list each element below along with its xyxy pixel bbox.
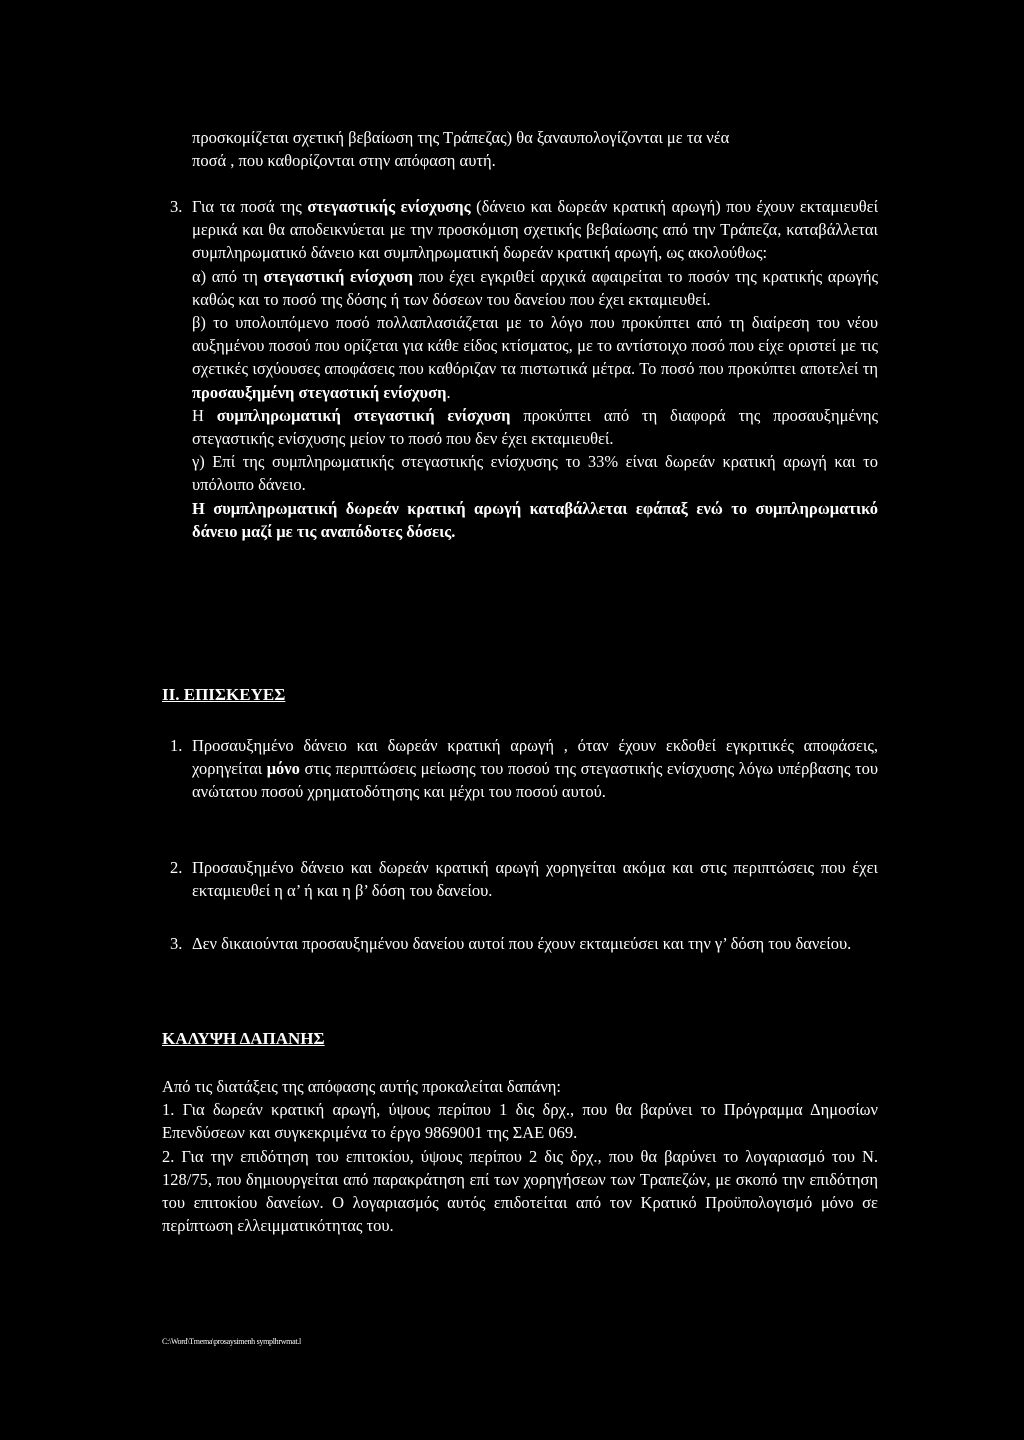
repairs-item-2-number: 2. bbox=[170, 858, 183, 877]
point-3-bold-note: Η συμπληρωματική δωρεάν κρατική αρωγή καταβάλλεται εφάπαξ ενώ το συμπληρωματικό δάνειο μαζί με τις αναπόδοτες δόσεις. bbox=[192, 498, 878, 541]
cost-coverage-item-2: 2. Για την επιδότηση του επιτοκίου, ύψους περίπου 2 δις δρχ., που θα βαρύνει το λογαριασμό του Ν. 128/75, που δημιουργείται από παρακράτηση επί των χορηγήσεων των Τραπεζών, με σκοπό την επιδότηση του επιτοκίου δανείων. Ο λογαριασμός αυτός επιδοτείται από τον Κρατικό Προϋπολογισμό μόνο σε περίπτωση ελλειμματικότητας του. bbox=[162, 1146, 878, 1236]
point-3-item-a: α) από τη στεγαστική ενίσχυση που έχει εγκριθεί αρχικά αφαιρείται το ποσόν της κρατικής αρωγής καθώς και το ποσό της δόσης ή των δόσεων του δανείου που έχει εκταμιευθεί. bbox=[192, 266, 879, 309]
point-3-intro: Για τα ποσά της στεγαστικής ενίσχυσης (δάνειο και δωρεάν κρατική αρωγή) που έχουν εκταμιευθεί μερικά και θα αποδεικνύεται με την προσκόμιση σχετικής βεβαίωσης από την Τράπεζα, καταβάλλεται συμπληρωματικό δάνειο και συμπληρωματική δωρεάν κρατική αρωγή, ως ακολούθως: bbox=[192, 197, 879, 263]
point-3-item-b: β) το υπολοιπόμενο ποσό πολλαπλασιάζεται με το λόγο που προκύπτει από τη διαίρεση του νέου αυξημένου ποσού που ορίζεται για κάθε είδος κτίσματος, με το αντίστοιχο ποσό που είχε οριστεί με τις σχετικές ισχύουσες αποφάσεις που καθόριζαν τα πιστωτικά μέτρα. Το ποσό που προκύπτει αποτελεί τη προσαυξημένη στεγαστική ενίσχυση. bbox=[192, 313, 878, 402]
footer-file-path: C:\Word\Tmema\prosaysimenh symplhrwmat.l bbox=[162, 1337, 301, 1346]
section-heading-cost-coverage: ΚΑΛΥΨΗ ΔΑΠΑΝΗΣ bbox=[162, 1029, 325, 1048]
section-heading-repairs: II. ΕΠΙΣΚΕΥΕΣ bbox=[162, 685, 286, 704]
point-3-supplementary: Η συμπληρωματική στεγαστική ενίσχυση προκύπτει από τη διαφορά της προσαυξημένης στεγαστικής ενίσχυσης μείον το ποσό που δεν έχει εκταμιευθεί. bbox=[192, 405, 879, 449]
repairs-item-1: Προσαυξημένο δάνειο και δωρεάν κρατική αρωγή , όταν έχουν εκδοθεί εγκριτικές αποφάσεις, χορηγείται μόνο στις περιπτώσεις μείωσης του ποσού της στεγαστικής ενίσχυσης λόγω υπέρβασης του ανώτατου ποσού χρηματοδότησης και μέχρι του ποσού αυτού. bbox=[192, 736, 879, 802]
intro-paragraph bbox=[192, 126, 878, 172]
repairs-item-2: Προσαυξημένο δάνειο και δωρεάν κρατική αρωγή χορηγείται ακόμα και στις περιπτώσεις που έχει εκταμιευθεί η α’ ή και η β’ δόση του δανείου. bbox=[192, 858, 878, 901]
point-3-item-c: γ) Επί της συμπληρωματικής στεγαστικής ενίσχυσης το 33% είναι δωρεάν κρατική αρωγή και το υπόλοιπο δάνειο. bbox=[192, 452, 878, 495]
intro-line-2: ποσά , που καθορίζονται στην απόφαση αυτή. bbox=[192, 151, 496, 171]
repairs-item-3: Δεν δικαιούνται προσαυξημένου δανείου αυτοί που έχουν εκταμιεύσει και την γ’ δόση του δανείου. bbox=[192, 934, 852, 953]
cost-coverage-item-1: 1. Για δωρεάν κρατική αρωγή, ύψους περίπου 1 δις δρχ., που θα βαρύνει το Πρόγραμμα Δημοσίων Επενδύσεων και συγκεκριμένα το έργο 9869001 της ΣΑΕ 069. bbox=[162, 1100, 878, 1143]
repairs-item-1-number: 1. bbox=[170, 736, 183, 755]
point-3-paragraph bbox=[192, 195, 878, 543]
point-3-number: 3. bbox=[170, 197, 183, 216]
cost-coverage-section bbox=[162, 1075, 878, 1237]
cost-coverage-intro: Από τις διατάξεις της απόφασης αυτής προκαλείται δαπάνη: bbox=[162, 1077, 561, 1096]
repairs-item-3-number: 3. bbox=[170, 934, 183, 953]
intro-line-1: προσκομίζεται σχετική βεβαίωση της Τράπεζας) θα ξαναυπολογίζονται με τα νέα bbox=[192, 128, 730, 147]
